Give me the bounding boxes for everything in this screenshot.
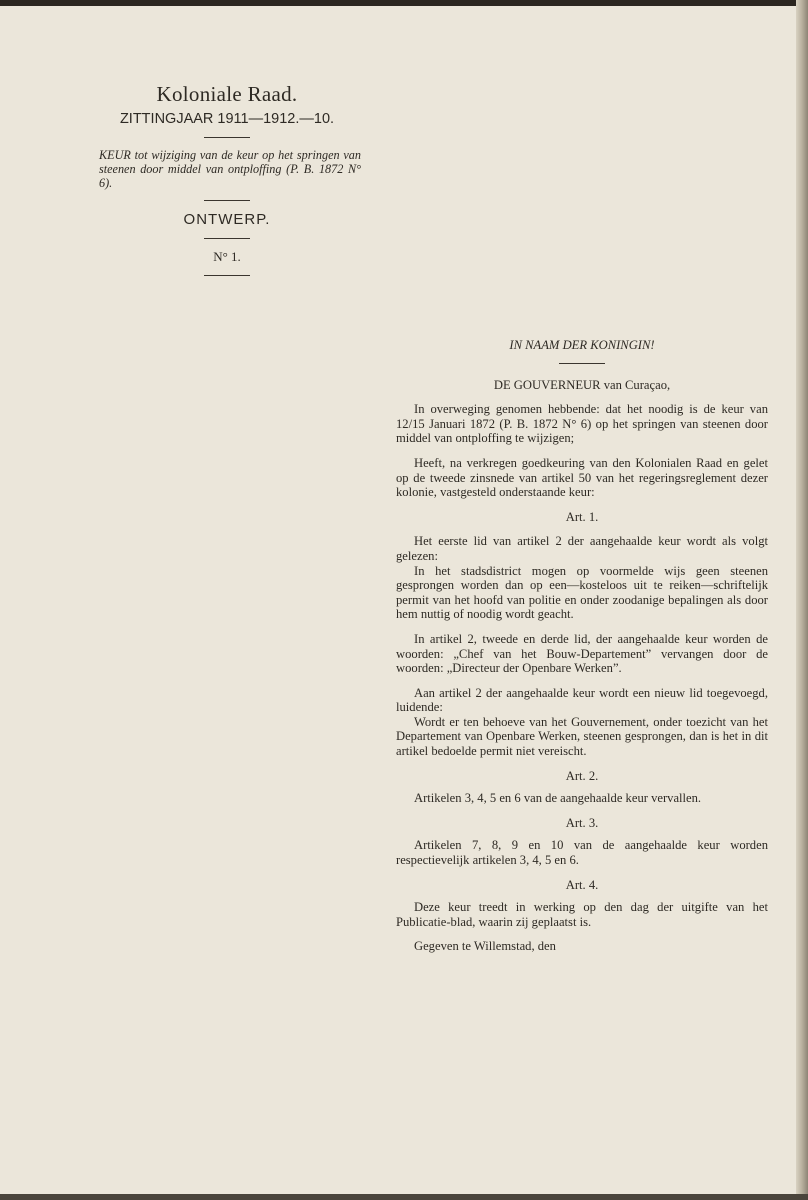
preamble-considering: In overweging genomen hebbende: dat het noodig is de keur van 12/15 Januari 1872 (P. B. 1872 N° 6) op het springen van steenen door middel van ontploffing te wijzigen; — [396, 402, 768, 446]
article-1-paragraph: Het eerste lid van artikel 2 der aangehaalde keur wordt als volgt gelezen: — [396, 534, 768, 563]
session-year: ZITTINGJAAR 1911—1912.—10. — [119, 111, 335, 127]
council-title: Koloniale Raad. — [156, 82, 298, 106]
page-bottom-edge — [0, 1194, 808, 1200]
document-page — [0, 6, 798, 1194]
article-1-paragraph: In artikel 2, tweede en derde lid, der aangehaalde keur worden de woorden: „Chef van het Bouw-Departement” vervangen door de woorden: „Directeur der Openbare Werken”. — [396, 631, 768, 676]
keur-description: KEUR tot wijziging van de keur op het springen van steenen door middel van ontploffing (P. B. 1872 N° 6). — [99, 148, 361, 190]
divider — [204, 238, 250, 239]
governor-line: DE GOUVERNEUR van Curaçao, — [493, 377, 671, 392]
draft-label: ONTWERP. — [183, 211, 271, 228]
divider — [204, 200, 250, 201]
article-2-text: Artikelen 3, 4, 5 en 6 van de aangehaalde keur vervallen. — [414, 791, 702, 806]
article-3-text: Artikelen 7, 8, 9 en 10 van de aangehaalde keur worden respectievelijk artikelen 3, 4, 5 en 6. — [396, 838, 768, 868]
divider — [559, 363, 605, 364]
divider — [204, 137, 250, 138]
article-1-paragraph: Aan artikel 2 der aangehaalde keur wordt een nieuw lid toegevoegd, luidende: — [396, 685, 768, 715]
article-4-title: Art. 4. — [565, 877, 599, 892]
article-1-quoted-text: Wordt er ten behoeve van het Gouvernement, onder toezicht van het Departement van Openbare Werken, steenen gesprongen, dan is het in dit artikel bedoelde permit niet vereischt. — [396, 714, 768, 759]
decree-heading: IN NAAM DER KONINGIN! — [509, 338, 655, 352]
article-3-title: Art. 3. — [565, 815, 599, 830]
article-1-quoted-text: In het stadsdistrict mogen op voormelde wijs geen steenen gesprongen worden dan op een—kosteloos uit te reiken—schriftelijk permit van het hoofd van politie en onder zoodanige bepalingen als door hem nuttig of noodig wordt geacht. — [396, 563, 768, 622]
page-edge — [796, 0, 808, 1200]
preamble-enacted: Heeft, na verkregen goedkeuring van den Kolonialen Raad en gelet op de tweede zinsnede van artikel 50 van het regeringsreglement dezer kolonie, vastgesteld onderstaande keur: — [396, 455, 768, 500]
decree-body — [396, 338, 768, 954]
article-1-title: Art. 1. — [565, 509, 599, 524]
article-4-text: Deze keur treedt in werking op den dag der uitgifte van het Publicatie-blad, waarin zij geplaatst is. — [396, 900, 768, 929]
document-number: N° 1. — [213, 249, 241, 264]
header-block — [92, 78, 362, 286]
closing-line: Gegeven te Willemstad, den — [414, 939, 556, 954]
article-2-title: Art. 2. — [565, 768, 599, 783]
divider — [204, 275, 250, 276]
